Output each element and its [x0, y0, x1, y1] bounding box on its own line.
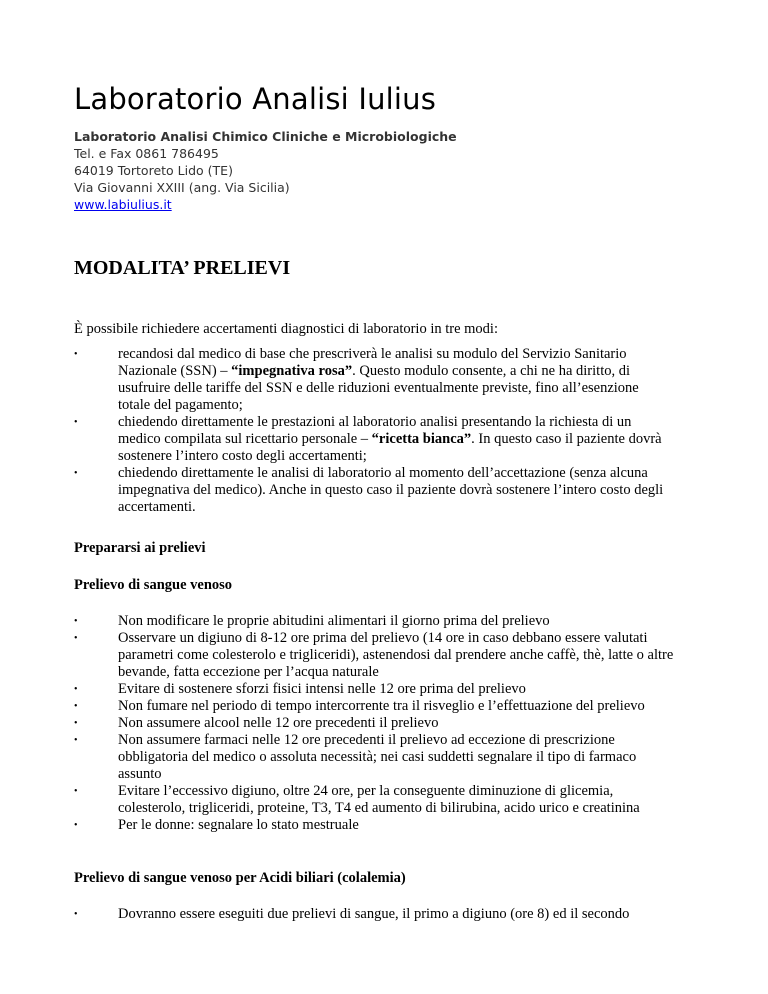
list-item: • recandosi dal medico di base che prescriverà le analisi su modulo del Servizio Sanitario Nazionale (SSN) – “impegnativa rosa”. Questo modulo consente, a chi ne ha diritto, di usufruire delle tariffe del SSN e delle riduzioni eventualmente previste, fino all’esenzione totale del pagamento; — [74, 346, 674, 414]
list-item: • chiedendo direttamente le analisi di laboratorio al momento dell’accettazione (senza alcuna impegnativa del medico). Anche in questo caso il paziente dovrà sostenere l’intero costo degli accertamenti. — [74, 465, 674, 516]
list-item: • chiedendo direttamente le prestazioni al laboratorio analisi presentando la richiesta di un medico compilata sul ricettario personale – “ricetta bianca”. In questo caso il paziente dovrà sostenere l’intero costo degli accertamenti; — [74, 414, 674, 465]
bile-acids-heading: Prelievo di sangue venoso per Acidi biliari (colalemia) — [74, 870, 406, 886]
lab-phone: Tel. e Fax 0861 786495 — [74, 146, 219, 161]
lab-city: 64019 Tortoreto Lido (TE) — [74, 163, 233, 178]
page-title: Laboratorio Analisi Iulius — [74, 82, 437, 116]
list-item: • Per le donne: segnalare lo stato mestruale — [74, 817, 674, 834]
venous-instructions-list — [74, 613, 674, 834]
lab-contact-block — [74, 128, 457, 213]
list-item: • Non assumere farmaci nelle 12 ore precedenti il prelievo ad eccezione di prescrizione obbligatoria del medico o assoluta necessità; nei casi suddetti segnalare il tipo di farmaco assunto — [74, 732, 674, 783]
list-item: • Osservare un digiuno di 8-12 ore prima del prelievo (14 ore in caso debbano essere valutati parametri come colesterolo e trigliceridi), astenendosi dal prendere anche caffè, thè, latte o altre bevande, fatta eccezione per l’acqua naturale — [74, 630, 674, 681]
intro-text: È possibile richiedere accertamenti diagnostici di laboratorio in tre modi: — [74, 321, 498, 337]
list-item: • Dovranno essere eseguiti due prelievi di sangue, il primo a digiuno (ore 8) ed il secondo — [74, 906, 674, 923]
list-item: • Non assumere alcool nelle 12 ore precedenti il prelievo — [74, 715, 674, 732]
list-item: • Evitare l’eccessivo digiuno, oltre 24 ore, per la conseguente diminuzione di glicemia, colesterolo, trigliceridi, proteine, T3, T4 ed aumento di bilirubina, acido urico e creatinina — [74, 783, 674, 817]
venous-heading: Prelievo di sangue venoso — [74, 577, 233, 593]
request-modes-list — [74, 346, 674, 516]
prepare-heading: Prepararsi ai prelievi — [74, 540, 206, 556]
list-item: • Non fumare nel periodo di tempo intercorrente tra il risveglio e l’effettuazione del prelievo — [74, 698, 674, 715]
website-link[interactable]: www.labiulius.it — [74, 197, 172, 212]
section-title: MODALITA’ PRELIEVI — [74, 257, 291, 279]
lab-subtitle: Laboratorio Analisi Chimico Cliniche e Microbiologiche — [74, 129, 457, 144]
lab-address: Via Giovanni XXIII (ang. Via Sicilia) — [74, 180, 290, 195]
list-item: • Non modificare le proprie abitudini alimentari il giorno prima del prelievo — [74, 613, 674, 630]
list-item: • Evitare di sostenere sforzi fisici intensi nelle 12 ore prima del prelievo — [74, 681, 674, 698]
bile-acids-list — [74, 906, 674, 923]
